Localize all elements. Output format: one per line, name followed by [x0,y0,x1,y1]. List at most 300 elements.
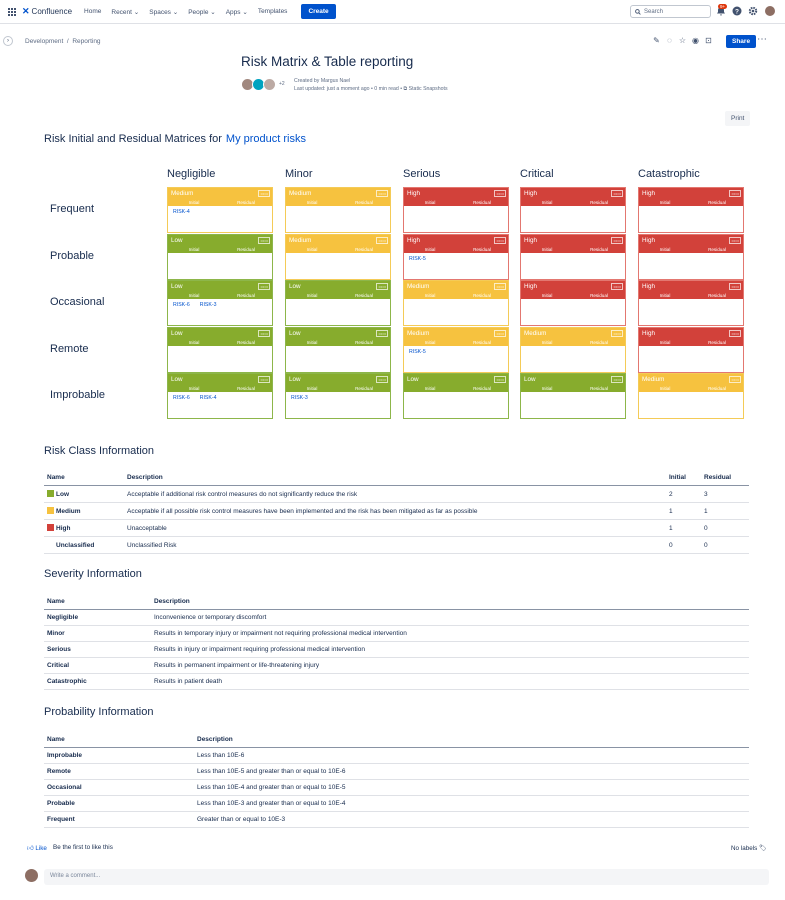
table-row [44,764,749,780]
snapshots-icon: ⧉ [403,86,408,92]
nav-apps[interactable]: Apps ⌄ [225,8,248,16]
cell-header [404,235,508,253]
cell-badge-icon: ▭▭ [378,238,386,243]
probability-header: Improbable [50,389,106,401]
cell-badge-icon: ▭▭ [613,284,621,289]
severity-header: Minor [285,168,313,180]
severity-header: Catastrophic [638,168,700,180]
risk-level: Low [524,376,536,383]
chevron-down-icon: ⌄ [242,8,248,16]
cell-risks [521,392,625,398]
restrictions-lock-icon[interactable]: ⊡ [705,36,712,45]
row-name: High [44,520,124,537]
cell-risks [286,253,390,259]
cell-subheader [521,386,625,391]
risk-level: High [407,190,420,197]
row-name: Medium [44,503,124,520]
cell-header [521,328,625,346]
initial-label: Initial [188,247,200,252]
cell-header [521,374,625,392]
risk-level: Medium [407,330,430,337]
risk-level: Medium [524,330,547,337]
risk-level: Low [171,376,183,383]
contributors-more: +2 [279,81,285,87]
severity-header: Critical [520,168,554,180]
residual-label: Residual [355,200,373,205]
row-initial: 0 [666,537,701,554]
matrix-cell [285,327,391,373]
residual-label: Residual [355,340,373,345]
residual-label: Residual [590,247,608,252]
cell-risks [286,346,390,352]
residual-label: Residual [355,247,373,252]
cell-badge-icon: ▭▭ [613,191,621,196]
row-residual: 3 [701,486,749,503]
cell-badge-icon: ▭▭ [260,238,268,243]
initial-label: Initial [188,386,200,391]
star-icon[interactable]: ☆ [678,36,687,45]
matrix-cell [167,234,273,280]
cell-badge-icon: ▭▭ [731,284,739,289]
row-name: Unclassified [44,537,124,554]
initial-label: Initial [659,340,671,345]
row-desc: Less than 10E-6 [194,748,749,764]
probability-header: Probable [50,250,95,262]
row-desc: Acceptable if all possible risk control measures have been implemented and the risk has been mitigated as far as possible [124,503,666,520]
cell-risks [639,299,743,305]
severity-header: Serious [403,168,441,180]
cell-risks [639,392,743,398]
initial-label: Initial [424,386,436,391]
risk-link[interactable]: RISK-6 [173,302,190,308]
avatar [25,869,38,882]
like-button[interactable]: 👍︎ Like [27,845,47,852]
cell-risks [521,299,625,305]
residual-label: Residual [590,386,608,391]
matrix-cell [167,373,273,419]
cell-header [286,328,390,346]
severity-header: Negligible [167,168,216,180]
initial-label: Initial [659,293,671,298]
residual-label: Residual [708,386,726,391]
more-actions-icon[interactable]: ⋯ [757,34,767,45]
cell-subheader [168,247,272,252]
probability-header: Remote [50,343,89,355]
col-name: Name [44,732,194,748]
comment-icon[interactable]: ◌ [667,36,672,45]
cell-badge-icon: ▭▭ [378,284,386,289]
initial-label: Initial [306,200,318,205]
residual-label: Residual [708,200,726,205]
cell-badge-icon: ▭▭ [613,238,621,243]
row-desc: Results in patient death [151,674,749,690]
cell-subheader [286,386,390,391]
row-desc: Inconvenience or temporary discomfort [151,610,749,626]
risk-link[interactable]: RISK-4 [173,209,190,215]
nav-menu [84,4,336,19]
risk-level: High [524,237,537,244]
cell-subheader [639,386,743,391]
row-desc: Acceptable if additional risk control measures do not significantly reduce the risk [124,486,666,503]
cell-subheader [639,293,743,298]
sidebar-expand-icon[interactable]: › [3,36,13,46]
app-switcher-icon[interactable] [8,8,16,16]
confluence-logo[interactable]: ✕ Confluence [22,6,73,16]
cell-header [639,281,743,299]
cell-subheader [286,200,390,205]
row-name: Remote [44,764,194,780]
probability-header: Occasional [50,296,105,308]
edit-pencil-icon[interactable]: ✎ [653,36,660,45]
cell-header [404,188,508,206]
cell-subheader [286,293,390,298]
row-name: Minor [44,626,151,642]
row-desc: Greater than or equal to 10E-3 [194,812,749,828]
initial-label: Initial [306,293,318,298]
residual-label: Residual [355,386,373,391]
cell-header [286,235,390,253]
residual-label: Residual [590,340,608,345]
cell-badge-icon: ▭▭ [496,331,504,336]
page-title: Risk Matrix & Table reporting [241,54,414,69]
cell-subheader [404,340,508,345]
watch-eye-icon[interactable]: ◉ [692,36,699,45]
labels[interactable]: No labels 🏷︎ [731,845,768,852]
nav-templates[interactable]: Templates [257,8,288,15]
initial-label: Initial [424,200,436,205]
cell-subheader [521,247,625,252]
cell-risks [404,299,508,305]
col-residual: Residual [701,470,749,486]
cell-subheader [639,340,743,345]
risk-level: Low [407,376,419,383]
matrix-cell [403,187,509,233]
probability-table [44,732,749,828]
row-name: Improbable [44,748,194,764]
cell-risks [404,206,508,212]
table-row [44,486,749,503]
matrix-cell [638,373,744,419]
initial-label: Initial [306,386,318,391]
row-name: Serious [44,642,151,658]
label-tag-icon: 🏷︎ [759,845,768,852]
cell-badge-icon: ▭▭ [496,377,504,382]
cell-header [639,188,743,206]
cell-risks [168,299,272,311]
cell-subheader [404,200,508,205]
residual-label: Residual [237,200,255,205]
col-description: Description [124,470,666,486]
risk-link[interactable]: RISK-5 [409,256,426,262]
risk-link[interactable]: RISK-3 [291,395,308,401]
cell-risks [286,206,390,212]
cell-header [404,281,508,299]
row-name: Negligible [44,610,151,626]
cell-badge-icon: ▭▭ [731,377,739,382]
col-name: Name [44,594,151,610]
row-desc: Unclassified Risk [124,537,666,554]
cell-risks [286,299,390,305]
risk-color-swatch [47,541,54,548]
table-row [44,674,749,690]
matrix-cell [285,280,391,326]
probability-header: Frequent [50,203,95,215]
help-icon[interactable] [732,6,742,16]
cell-header [286,281,390,299]
residual-label: Residual [590,293,608,298]
print-button[interactable]: Print [725,111,750,126]
initial-label: Initial [541,386,553,391]
risk-level: Medium [289,237,312,244]
matrix-cell [285,234,391,280]
initial-label: Initial [541,200,553,205]
risk-level: Low [289,330,301,337]
matrix-cell [520,373,626,419]
probability-heading: Probability Information [44,706,154,718]
cell-header [521,188,625,206]
row-name: Occasional [44,780,194,796]
risk-level: High [642,237,655,244]
matrix-cell [638,280,744,326]
cell-risks [168,253,272,259]
table-row [44,748,749,764]
residual-label: Residual [708,247,726,252]
cell-risks [404,346,508,358]
cell-badge-icon: ▭▭ [731,331,739,336]
page-meta: Created by Margus Nael Last updated: just a moment ago • 0 min read • ⧉ Static Snapshots [294,78,448,92]
cell-badge-icon: ▭▭ [496,191,504,196]
cell-subheader [168,200,272,205]
cell-header [286,188,390,206]
residual-label: Residual [237,293,255,298]
cell-subheader [168,293,272,298]
row-residual: 0 [701,537,749,554]
cell-badge-icon: ▭▭ [260,377,268,382]
cell-badge-icon: ▭▭ [378,191,386,196]
chevron-down-icon: ⌄ [210,8,216,16]
initial-label: Initial [541,293,553,298]
residual-label: Residual [590,200,608,205]
risk-color-swatch [47,507,54,514]
row-desc: Less than 10E-3 and greater than or equal to 10E-4 [194,796,749,812]
risk-level: High [642,190,655,197]
cell-badge-icon: ▭▭ [496,284,504,289]
row-desc: Less than 10E-5 and greater than or equal to 10E-6 [194,764,749,780]
cell-header [168,281,272,299]
risk-level: Low [289,376,301,383]
cell-subheader [168,340,272,345]
row-initial: 1 [666,520,701,537]
risk-link[interactable]: RISK-5 [409,349,426,355]
cell-header [286,374,390,392]
cell-subheader [286,247,390,252]
cell-badge-icon: ▭▭ [260,284,268,289]
risk-color-swatch [47,490,54,497]
risk-class-heading: Risk Class Information [44,445,155,457]
cell-header [521,281,625,299]
row-initial: 1 [666,503,701,520]
svg-text:?: ? [735,8,739,16]
row-initial: 2 [666,486,701,503]
create-button[interactable]: Create [301,4,335,19]
matrix-heading: Risk Initial and Residual Matrices for My product risks [44,133,306,145]
table-row [44,520,749,537]
confluence-logo-icon: ✕ [22,6,30,16]
residual-label: Residual [237,247,255,252]
cell-header [168,188,272,206]
risk-level: High [642,330,655,337]
cell-badge-icon: ▭▭ [260,191,268,196]
residual-label: Residual [708,293,726,298]
risk-level: Low [171,330,183,337]
page-actions [652,36,713,45]
cell-risks [521,253,625,259]
settings-gear-icon[interactable] [748,6,758,16]
thumbs-up-icon: 👍︎ [27,845,34,852]
cell-subheader [521,200,625,205]
nav-spaces[interactable]: Spaces ⌄ [149,8,179,16]
row-desc: Results in temporary injury or impairment not requiring professional medical intervention [151,626,749,642]
col-description: Description [151,594,749,610]
row-name: Critical [44,658,151,674]
cell-header [639,328,743,346]
table-row [44,537,749,554]
breadcrumb-development[interactable]: Development [25,38,64,45]
table-row [44,610,749,626]
cell-header [168,328,272,346]
matrix-cell [285,187,391,233]
static-snapshots-link[interactable]: Static Snapshots [408,86,448,92]
contributors[interactable] [241,78,285,91]
table-row [44,796,749,812]
chevron-down-icon: ⌄ [133,8,140,16]
cell-subheader [286,340,390,345]
residual-label: Residual [473,200,491,205]
initial-label: Initial [188,293,200,298]
user-avatar[interactable] [765,6,775,16]
matrix-cell [520,187,626,233]
risk-level: Low [171,283,183,290]
matrix-cell [167,327,273,373]
cell-risks [168,392,272,404]
share-button[interactable]: Share [726,35,756,48]
row-name: Catastrophic [44,674,151,690]
risk-level: Medium [407,283,430,290]
cell-header [404,374,508,392]
residual-label: Residual [355,293,373,298]
cell-subheader [639,247,743,252]
initial-label: Initial [424,293,436,298]
severity-table [44,594,749,690]
matrix-cell [167,280,273,326]
initial-label: Initial [188,200,200,205]
cell-risks [168,346,272,352]
nav-people[interactable]: People ⌄ [188,8,216,16]
row-name: Probable [44,796,194,812]
row-residual: 1 [701,503,749,520]
residual-label: Residual [473,386,491,391]
matrix-cell [167,187,273,233]
cell-badge-icon: ▭▭ [731,191,739,196]
initial-label: Initial [541,247,553,252]
matrix-cell [403,280,509,326]
product-risks-link[interactable]: My product risks [225,133,306,145]
risk-level: High [524,283,537,290]
row-residual: 0 [701,520,749,537]
initial-label: Initial [659,200,671,205]
initial-label: Initial [659,247,671,252]
cell-subheader [404,293,508,298]
cell-header [521,235,625,253]
breadcrumb: Development / Reporting [25,38,101,45]
row-name: Frequent [44,812,194,828]
risk-link[interactable]: RISK-6 [173,395,190,401]
residual-label: Residual [473,340,491,345]
cell-badge-icon: ▭▭ [613,331,621,336]
residual-label: Residual [237,386,255,391]
cell-subheader [404,247,508,252]
matrix-cell [520,327,626,373]
risk-level: High [524,190,537,197]
nav-recent[interactable]: Recent ⌄ [111,8,140,16]
col-initial: Initial [666,470,701,486]
risk-level: Low [171,237,183,244]
nav-home[interactable]: Home [84,8,102,15]
cell-header [168,374,272,392]
cell-risks [521,206,625,212]
risk-level: Low [289,283,301,290]
breadcrumb-reporting[interactable]: Reporting [72,38,101,45]
initial-label: Initial [188,340,200,345]
cell-risks [168,206,272,218]
notification-badge: 9+ [720,4,726,9]
cell-subheader [168,386,272,391]
cell-header [639,374,743,392]
avatar [263,78,276,91]
risk-level: High [642,283,655,290]
matrix-cell [520,234,626,280]
cell-badge-icon: ▭▭ [260,331,268,336]
risk-level: Medium [642,376,665,383]
cell-badge-icon: ▭▭ [731,238,739,243]
risk-color-swatch [47,524,54,531]
matrix-cell [520,280,626,326]
matrix-cell [403,234,509,280]
residual-label: Residual [473,293,491,298]
row-desc: Results in injury or impairment requiring professional medical intervention [151,642,749,658]
initial-label: Initial [424,340,436,345]
row-name: Low [44,486,124,503]
severity-heading: Severity Information [44,568,142,580]
initial-label: Initial [541,340,553,345]
table-row [44,812,749,828]
initial-label: Initial [306,247,318,252]
matrix-cell [403,373,509,419]
residual-label: Residual [237,340,255,345]
comment-input[interactable]: Write a comment... [44,869,769,885]
cell-subheader [639,200,743,205]
col-name: Name [44,470,124,486]
row-desc: Results in permanent impairment or life-threatening injury [151,658,749,674]
risk-link[interactable]: RISK-4 [199,395,217,401]
table-row [44,780,749,796]
risk-link[interactable]: RISK-3 [199,302,217,308]
risk-class-table [44,470,749,554]
chevron-down-icon: ⌄ [172,8,179,16]
search-input[interactable]: Search [630,5,711,18]
cell-risks [404,392,508,398]
col-description: Description [194,732,749,748]
